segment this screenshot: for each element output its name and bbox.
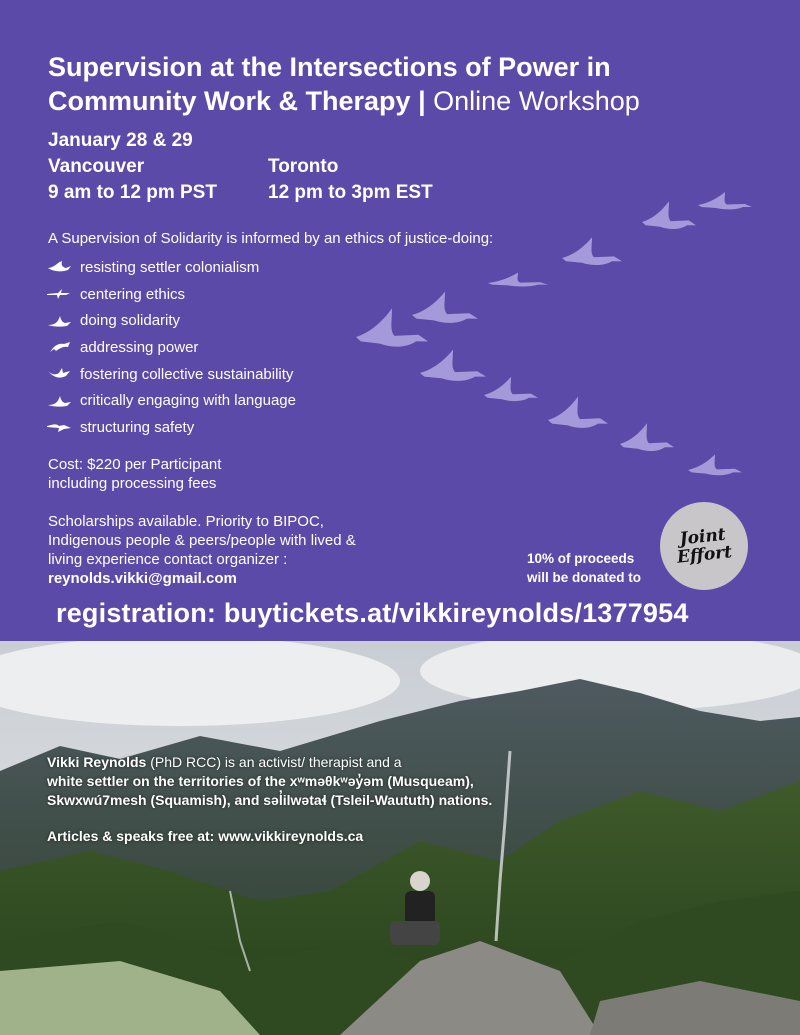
- vancouver-time: 9 am to 12 pm PST: [48, 182, 217, 203]
- joint-effort-logo: Joint Effort: [660, 502, 748, 590]
- title-separator: |: [418, 86, 426, 116]
- toronto-schedule: [268, 154, 433, 206]
- bird-icon: [46, 287, 72, 301]
- list-item: doing solidarity: [46, 307, 296, 334]
- ethics-list: [46, 254, 296, 441]
- title-format: Online Workshop: [433, 86, 640, 116]
- title-line-2: Community Work & Therapy: [48, 86, 411, 116]
- toronto-label: Toronto: [268, 156, 339, 177]
- list-item: structuring safety: [46, 414, 296, 441]
- bird-icon: [46, 340, 72, 354]
- scholarship-info: Scholarships available. Priority to BIPOC, Indigenous people & peers/people with lived & living experience contact organizer : reynolds.vikki@gmail.com: [48, 513, 356, 587]
- articles-info: Articles & speaks free at: www.vikkireynolds.ca: [47, 828, 364, 844]
- facilitator-name: Vikki Reynolds: [47, 754, 147, 770]
- bird-icon: [46, 420, 72, 434]
- bird-icon: [46, 314, 72, 328]
- list-item: fostering collective sustainability: [46, 361, 296, 388]
- title-line-1: Supervision at the Intersections of Power in: [48, 52, 611, 82]
- bird-icon: [46, 260, 72, 274]
- donation-note: 10% of proceeds will be donated to: [527, 551, 641, 585]
- list-item: centering ethics: [46, 281, 296, 308]
- list-item: resisting settler colonialism: [46, 254, 296, 281]
- bird-icon: [46, 394, 72, 408]
- toronto-time: 12 pm to 3pm EST: [268, 182, 433, 203]
- list-item: addressing power: [46, 334, 296, 361]
- registration-link[interactable]: registration: buytickets.at/vikkireynolds/1377954: [56, 598, 689, 628]
- vancouver-schedule: [48, 154, 217, 206]
- ethics-intro: A Supervision of Solidarity is informed by an ethics of justice-doing:: [48, 230, 494, 247]
- facilitator-bio: Vikki Reynolds (PhD RCC) is an activist/ therapist and a white settler on the territories of the xʷməθkʷəy̓əm (Musqueam), Skwxwú7mesh (Squamish), and səl̓ilwətaɬ (Tsleil-Waututh) nations.: [47, 754, 493, 808]
- workshop-title: [48, 50, 768, 118]
- organizer-email[interactable]: reynolds.vikki@gmail.com: [48, 570, 237, 587]
- vancouver-label: Vancouver: [48, 156, 145, 177]
- workshop-dates: January 28 & 29: [48, 130, 193, 151]
- website-link[interactable]: www.vikkireynolds.ca: [218, 828, 364, 844]
- cost-info: Cost: $220 per Participant including processing fees: [48, 456, 222, 492]
- bird-icon: [46, 367, 72, 381]
- list-item: critically engaging with language: [46, 387, 296, 414]
